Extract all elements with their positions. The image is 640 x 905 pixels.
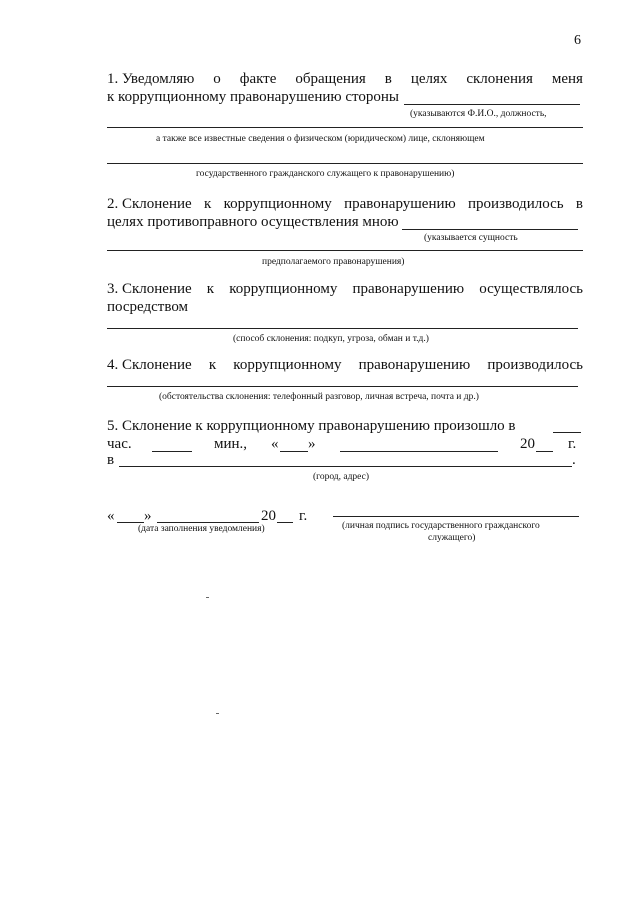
word: 2. Склонение [107, 196, 192, 212]
fill-line [402, 229, 578, 230]
word: о [213, 71, 221, 87]
scan-mark [216, 713, 219, 714]
minute-label: мин., [214, 436, 248, 452]
word: меня [551, 71, 583, 87]
year-prefix: 20 [520, 436, 535, 452]
section4-line1 [107, 356, 583, 374]
section3-line2: посредством [107, 299, 189, 315]
section2-hint2: предполагаемого правонарушения) [262, 257, 405, 267]
word: склонения [466, 71, 533, 87]
section2-line1 [107, 195, 583, 213]
section1-hint3: государственного гражданского служащего к правонарушению) [196, 169, 455, 179]
word: в [575, 196, 583, 212]
section3-hint: (способ склонения: подкуп, угроза, обман и т.д.) [233, 334, 429, 344]
signature-line [333, 516, 579, 517]
hour-field [152, 451, 192, 452]
fill-line [107, 386, 578, 387]
quote-open: « [271, 436, 279, 452]
word: осуществлялось [479, 281, 583, 297]
section2-line2: целях противоправного осуществления мною [107, 214, 399, 230]
word: обращения [295, 71, 366, 87]
scan-mark [206, 597, 209, 598]
fill-line [553, 432, 581, 433]
page-number: 6 [574, 33, 581, 48]
word: производилось [468, 196, 564, 212]
quote-close: » [308, 436, 316, 452]
word: к [206, 281, 215, 297]
word: коррупционному [223, 196, 332, 212]
word: к [208, 357, 217, 373]
sign-hint2: служащего) [428, 533, 476, 543]
word: коррупционному [233, 357, 342, 373]
word: 1. Уведомляю [107, 71, 195, 87]
place-field [119, 466, 572, 467]
section1-hint1: (указываются Ф.И.О., должность, [410, 109, 547, 119]
word: в [384, 71, 392, 87]
sig-quote-open: « [107, 508, 115, 524]
word: правонарушению [352, 281, 465, 297]
word: правонарушению [358, 357, 471, 373]
section4-hint: (обстоятельства склонения: телефонный разговор, личная встреча, почта и др.) [159, 392, 479, 402]
sign-hint1: (личная подпись государственного гражданского [342, 521, 540, 531]
fill-line [404, 104, 580, 105]
date-hint: (дата заполнения уведомления) [138, 524, 265, 534]
section5-hint: (город, адрес) [313, 472, 370, 482]
section1-line2: к коррупционному правонарушению стороны [107, 89, 399, 105]
word: 3. Склонение [107, 281, 192, 297]
word: к [204, 196, 212, 212]
sig-year-field [277, 522, 293, 523]
year-suffix: г. [568, 436, 577, 452]
sig-year-prefix: 20 [261, 508, 276, 524]
section2-hint1: (указывается сущность [424, 233, 518, 243]
place-prefix: в [107, 452, 115, 468]
sig-year-suffix: г. [299, 508, 308, 524]
word: коррупционному [229, 281, 338, 297]
fill-line [107, 250, 583, 251]
word: 4. Склонение [107, 357, 192, 373]
section1-hint2: а также все известные сведения о физическом (юридическом) лице, склоняющем [156, 134, 485, 144]
word: правонарушению [344, 196, 456, 212]
year-field [536, 451, 553, 452]
place-end: . [572, 452, 576, 468]
fill-line [107, 163, 583, 164]
section5-line1: 5. Склонение к коррупционному правонарушению произошло в [107, 418, 516, 434]
word: факте [239, 71, 277, 87]
section1-line1 [107, 70, 583, 88]
fill-line [107, 328, 578, 329]
word: производилось [487, 357, 583, 373]
section3-line1 [107, 280, 583, 298]
word: целях [410, 71, 448, 87]
month-field [340, 451, 498, 452]
sig-quote-close: » [144, 508, 152, 524]
hour-label: час. [107, 436, 132, 452]
day-field [280, 451, 308, 452]
fill-line [107, 127, 583, 128]
